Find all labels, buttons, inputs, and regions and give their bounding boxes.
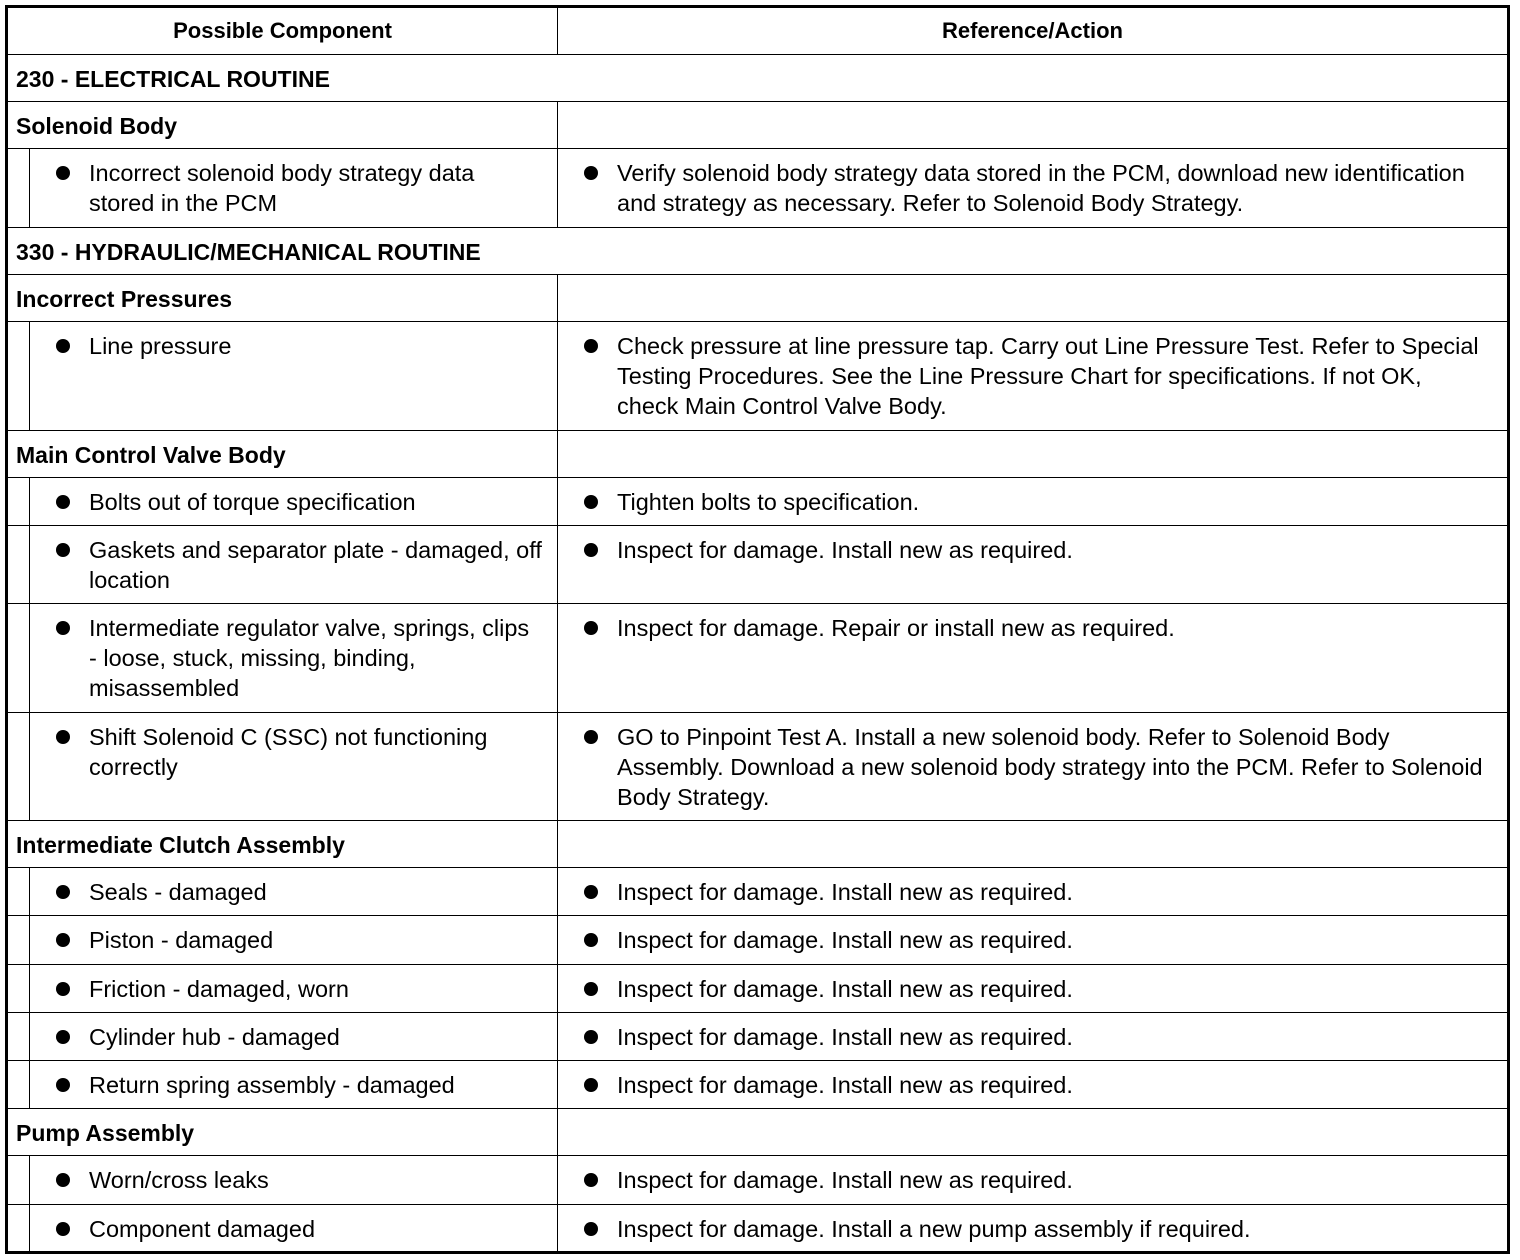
group-empty-cell — [558, 1109, 1509, 1156]
bullet-icon — [584, 885, 598, 899]
bullet-icon — [56, 495, 70, 509]
action-text: Inspect for damage. Install new as required. — [617, 1167, 1073, 1194]
action-cell — [558, 477, 1509, 525]
component-item — [30, 916, 557, 955]
action-text: Inspect for damage. Install new as required. — [617, 1023, 1073, 1050]
bullet-icon — [584, 166, 598, 180]
bullet-icon — [56, 166, 70, 180]
action-text: Inspect for damage. Install a new pump assembly if required. — [617, 1215, 1251, 1242]
component-item — [30, 526, 557, 595]
component-cell — [30, 149, 558, 227]
bullet-icon — [584, 933, 598, 947]
section-title: 230 - ELECTRICAL ROUTINE — [16, 66, 330, 92]
item-row — [7, 1156, 1509, 1204]
group-title: Main Control Valve Body — [16, 441, 286, 468]
indent-cell — [7, 1061, 30, 1109]
header-component: Possible Component — [7, 7, 558, 55]
action-cell — [558, 1204, 1509, 1252]
component-cell — [30, 322, 558, 430]
component-cell — [30, 1204, 558, 1252]
bullet-icon — [56, 1173, 70, 1187]
item-row — [7, 1061, 1509, 1109]
component-text: Friction - damaged, worn — [89, 975, 349, 1002]
group-empty-cell — [558, 821, 1509, 868]
bullet-icon — [56, 621, 70, 635]
action-text: Inspect for damage. Install new as required. — [617, 927, 1073, 954]
bullet-icon — [56, 1078, 70, 1092]
component-text: Seals - damaged — [89, 879, 267, 906]
bullet-icon — [56, 885, 70, 899]
action-item — [558, 965, 1507, 1004]
action-cell — [558, 1061, 1509, 1109]
bullet-icon — [584, 730, 598, 744]
group-title: Pump Assembly — [16, 1120, 195, 1147]
section-cell — [7, 227, 1509, 274]
bullet-icon — [584, 543, 598, 557]
section-row — [7, 55, 1509, 102]
component-text: Piston - damaged — [89, 927, 274, 954]
group-cell — [7, 274, 558, 321]
action-item — [558, 149, 1507, 218]
action-cell — [558, 916, 1509, 964]
component-item — [30, 1156, 557, 1195]
component-text: Line pressure — [89, 333, 232, 360]
action-text: Tighten bolts to specification. — [617, 488, 920, 515]
component-text: Return spring assembly - damaged — [89, 1072, 455, 1098]
bullet-icon — [584, 1222, 598, 1236]
action-cell — [558, 1156, 1509, 1204]
component-text: Incorrect solenoid body strategy data stored in the PCM — [89, 160, 475, 217]
action-text: GO to Pinpoint Test A. Install a new solenoid body. Refer to Solenoid Body Assembly. Download a new solenoid body strategy into the PCM. Refer to Solenoid Body Strategy. — [617, 723, 1483, 810]
indent-cell — [7, 916, 30, 964]
component-text: Cylinder hub - damaged — [89, 1023, 340, 1050]
item-row — [7, 149, 1509, 227]
group-empty-cell — [558, 430, 1509, 477]
action-cell — [558, 1012, 1509, 1060]
bullet-icon — [584, 495, 598, 509]
indent-cell — [7, 322, 30, 430]
bullet-icon — [56, 1222, 70, 1236]
component-item — [30, 478, 557, 517]
component-item — [30, 1013, 557, 1052]
bullet-icon — [56, 1030, 70, 1044]
component-text: Worn/cross leaks — [89, 1167, 269, 1194]
header-action: Reference/Action — [558, 7, 1509, 55]
bullet-icon — [56, 543, 70, 557]
item-row — [7, 964, 1509, 1012]
component-text: Gaskets and separator plate - damaged, off location — [89, 536, 542, 593]
indent-cell — [7, 1012, 30, 1060]
component-item — [30, 1061, 557, 1100]
action-item — [558, 1061, 1507, 1100]
action-item — [558, 604, 1507, 643]
group-empty-cell — [558, 102, 1509, 149]
action-item — [558, 322, 1507, 421]
action-item — [558, 526, 1507, 565]
indent-cell — [7, 525, 30, 603]
header-row — [7, 7, 1509, 55]
action-cell — [558, 712, 1509, 820]
indent-cell — [7, 604, 30, 712]
group-row — [7, 1109, 1509, 1156]
component-cell — [30, 604, 558, 712]
action-item — [558, 916, 1507, 955]
component-cell — [30, 525, 558, 603]
action-item — [558, 1156, 1507, 1195]
section-cell — [7, 55, 1509, 102]
component-cell — [30, 712, 558, 820]
component-item — [30, 604, 557, 703]
action-cell — [558, 525, 1509, 603]
component-text: Bolts out of torque specification — [89, 488, 416, 515]
action-item — [558, 713, 1507, 812]
action-item — [558, 1205, 1507, 1244]
action-cell — [558, 964, 1509, 1012]
item-row — [7, 525, 1509, 603]
indent-cell — [7, 712, 30, 820]
component-cell — [30, 868, 558, 916]
component-cell — [30, 964, 558, 1012]
bullet-icon — [584, 1078, 598, 1092]
action-text: Inspect for damage. Install new as required. — [617, 975, 1073, 1002]
component-text: Component damaged — [89, 1215, 316, 1242]
group-title: Solenoid Body — [16, 113, 177, 140]
item-row — [7, 1204, 1509, 1252]
bullet-icon — [584, 982, 598, 996]
indent-cell — [7, 1156, 30, 1204]
indent-cell — [7, 964, 30, 1012]
section-row — [7, 227, 1509, 274]
component-item — [30, 713, 557, 782]
component-cell — [30, 1061, 558, 1109]
action-text: Inspect for damage. Install new as required. — [617, 879, 1073, 906]
indent-cell — [7, 1204, 30, 1252]
bullet-icon — [56, 933, 70, 947]
item-row — [7, 712, 1509, 820]
item-row — [7, 1012, 1509, 1060]
diagnostic-table — [5, 5, 1510, 1254]
indent-cell — [7, 477, 30, 525]
indent-cell — [7, 868, 30, 916]
group-empty-cell — [558, 274, 1509, 321]
action-cell — [558, 604, 1509, 712]
group-row — [7, 274, 1509, 321]
group-title: Intermediate Clutch Assembly — [16, 832, 345, 859]
component-item — [30, 868, 557, 907]
component-item — [30, 149, 557, 218]
component-cell — [30, 477, 558, 525]
component-cell — [30, 1156, 558, 1204]
action-text: Inspect for damage. Repair or install new as required. — [617, 615, 1175, 642]
bullet-icon — [56, 982, 70, 996]
action-text: Inspect for damage. Install new as required. — [617, 536, 1073, 563]
item-row — [7, 868, 1509, 916]
action-cell — [558, 868, 1509, 916]
component-item — [30, 322, 557, 361]
group-row — [7, 102, 1509, 149]
item-row — [7, 477, 1509, 525]
item-row — [7, 604, 1509, 712]
component-item — [30, 1205, 557, 1244]
indent-cell — [7, 149, 30, 227]
bullet-icon — [584, 621, 598, 635]
group-cell — [7, 102, 558, 149]
action-text: Verify solenoid body strategy data stored in the PCM, download new identification and strategy as necessary. Refer to Solenoid Body Strategy. — [617, 160, 1465, 217]
action-text: Check pressure at line pressure tap. Carry out Line Pressure Test. Refer to Special Testing Procedures. See the Line Pressure Chart for specifications. If not OK, check Main Control Valve Body. — [617, 333, 1479, 420]
section-title: 330 - HYDRAULIC/MECHANICAL ROUTINE — [16, 238, 481, 265]
component-text: Shift Solenoid C (SSC) not functioning correctly — [89, 723, 488, 780]
bullet-icon — [584, 339, 598, 353]
action-cell — [558, 322, 1509, 430]
component-cell — [30, 1012, 558, 1060]
group-cell — [7, 1109, 558, 1156]
group-cell — [7, 430, 558, 477]
component-cell — [30, 916, 558, 964]
bullet-icon — [56, 339, 70, 353]
action-item — [558, 1013, 1507, 1052]
group-row — [7, 430, 1509, 477]
item-row — [7, 916, 1509, 964]
action-text: Inspect for damage. Install new as required. — [617, 1072, 1073, 1098]
component-item — [30, 965, 557, 1004]
component-text: Intermediate regulator valve, springs, clips - loose, stuck, missing, binding, misassembled — [89, 615, 530, 702]
action-item — [558, 868, 1507, 907]
bullet-icon — [584, 1030, 598, 1044]
action-cell — [558, 149, 1509, 227]
group-cell — [7, 821, 558, 868]
group-row — [7, 821, 1509, 868]
item-row — [7, 322, 1509, 430]
bullet-icon — [584, 1173, 598, 1187]
action-item — [558, 478, 1507, 517]
group-title: Incorrect Pressures — [16, 285, 233, 312]
bullet-icon — [56, 730, 70, 744]
